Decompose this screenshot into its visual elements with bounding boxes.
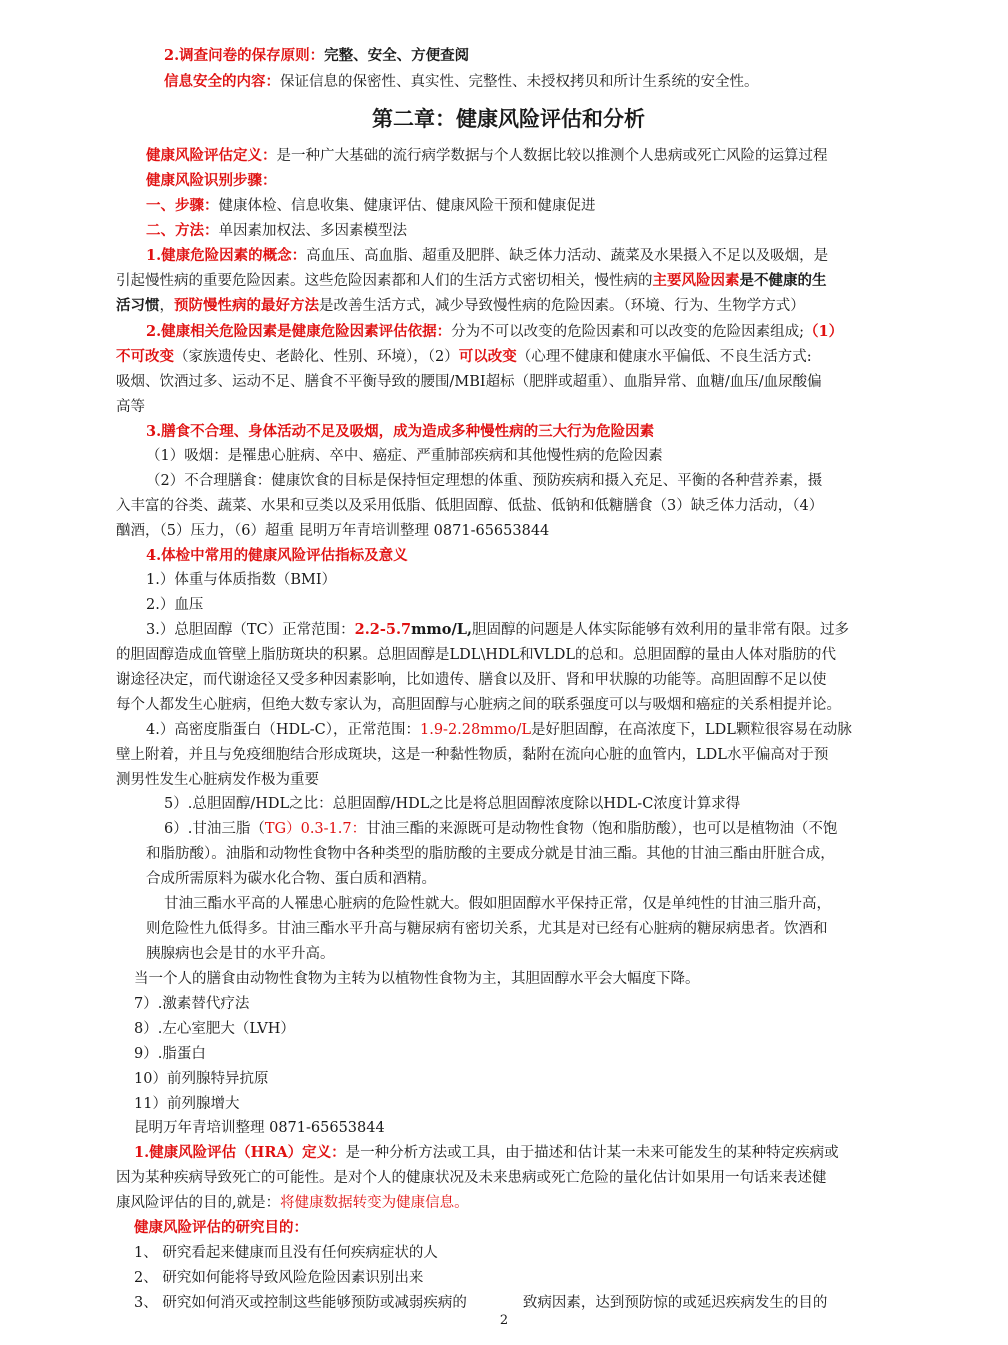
list-item-hormone-therapy: 7）.激素替代疗法 — [134, 996, 250, 1012]
para-line: 康风险评估的目的,就是：将健康数据转变为健康信息。 — [116, 1195, 469, 1211]
list-item-lipoprotein: 9）.脂蛋白 — [134, 1046, 206, 1062]
para-risk-factor-concept: 1.健康危险因素的概念：高血压、高血脂、超重及肥胖、缺乏体力活动、蔬菜及水果摄入不足以及吸烟，是 — [146, 247, 829, 264]
para-line: 则危险性九低得多。甘油三酯水平升高与糖尿病有密切关系，尤其是对已经有心脏病的糖尿病患者。饮酒和 — [146, 921, 828, 937]
list-item-blood-pressure: 2.）血压 — [146, 597, 204, 613]
chapter-title: 第二章：健康风险评估和分析 — [372, 107, 645, 131]
list-item-psa: 10）前列腺特异抗原 — [134, 1071, 269, 1087]
para-line: 入丰富的谷类、蔬菜、水果和豆类以及采用低脂、低胆固醇、低盐、低钠和低糖膳食（3）缺乏体力活动，（4） — [116, 498, 824, 514]
line-diet-cholesterol: 当一个人的膳食由动物性食物为主转为以植物性食物为主，其胆固醇水平会大幅度下降。 — [134, 971, 700, 987]
para-line: 酗酒，（5）压力，（6）超重 昆明万年青培训整理 0871-65653844 — [116, 523, 550, 539]
line-smoking: （1）吸烟：是罹患心脏病、卒中、癌症、严重肺部疾病和其他慢性病的危险因素 — [146, 448, 663, 464]
para-line: 的胆固醇造成血管壁上脂肪斑块的积累。总胆固醇是LDL\HDL和VLDL的总和。总胆固醇的量由人体对脂肪的代 — [116, 647, 837, 663]
line-info-security: 信息安全的内容：保证信息的保密性、真实性、完整性、未授权拷贝和所计生系统的安全性。 — [164, 73, 759, 90]
para-line: 吸烟、饮酒过多、运动不足、膳食不平衡导致的腰围/MBI超标（肥胖或超重）、血脂异常、血糖/血压/血尿酸偏 — [116, 374, 822, 390]
list-item-hdl: 4.）高密度脂蛋白（HDL-C），正常范围：1.9-2.28mmo/L是好胆固醇，在高浓度下，LDL颗粒很容易在动脉 — [146, 722, 852, 738]
para-line: 合成所需原料为碳水化合物、蛋白质和酒精。 — [146, 871, 436, 887]
para-line: 谢途径决定，而代谢途径又受多种因素影响，比如遗传、膳食以及肝、肾和甲状腺的功能等。高胆固醇不足以使 — [116, 672, 827, 688]
list-item-bmi: 1.）体重与体质指数（BMI） — [146, 572, 337, 588]
para-line: 和脂肪酸）。油脂和动物性食物中各种类型的脂肪酸的主要成分就是甘油三酯。其他的甘油三酯由肝脏合成， — [146, 846, 835, 862]
para-line: 壁上附着，并且与免疫细胞结合形成斑块，这是一种黏性物质，黏附在流向心脏的血管内，LDL水平偏高对于预 — [116, 747, 829, 763]
para-diet: （2）不合理膳食：健康饮食的目标是保持恒定理想的体重、预防疾病和摄入充足、平衡的各种营养素，摄 — [146, 473, 823, 489]
list-item-purpose-1: 1、 研究看起来健康而且没有任何疾病症状的人 — [134, 1245, 438, 1261]
para-related-risk-factors: 2.健康相关危险因素是健康危险因素评估依据：分为不可以改变的危险因素和可以改变的危险因素组成;（1） — [146, 323, 844, 340]
list-item-purpose-2: 2、 研究如何能将导致风险危险因素识别出来 — [134, 1270, 424, 1286]
para-line: 测男性发生心脏病发作极为重要 — [116, 772, 319, 788]
line-steps: 一、步骤：健康体检、信息收集、健康评估、健康风险干预和健康促进 — [146, 197, 596, 214]
list-item-triglyceride: 6）.甘油三脂（TG）0.3-1.7：甘油三酯的来源既可是动物性食物（饱和脂肪酸），也可以是植物油（不饱 — [164, 821, 838, 837]
para-line: 活习惯，预防慢性病的最好方法是改善生活方式，减少导致慢性病的危险因素。（环境、行为、生物学方式） — [116, 297, 805, 314]
line-hra-definition: 健康风险评估定义：是一种广大基础的流行病学数据与个人数据比较以推测个人患病或死亡风险的运算过程 — [146, 147, 828, 164]
list-item-prostate: 11）前列腺增大 — [134, 1096, 240, 1112]
list-item-total-cholesterol: 3.）总胆固醇（TC）正常范围：2.2-5.7mmo/L,胆固醇的问题是人体实际能够有效利用的量非常有限。过多 — [146, 621, 849, 638]
para-line: 引起慢性病的重要危险因素。这些危险因素都和人们的生活方式密切相关，慢性病的主要风险因素是不健康的生 — [116, 272, 827, 289]
heading-assessment-indicators: 4.体检中常用的健康风险评估指标及意义 — [146, 547, 408, 564]
para-hra-definition: 1.健康风险评估（HRA）定义：是一种分析方法或工具，由于描述和估计某一未来可能发生的某种特定疾病或 — [134, 1144, 839, 1161]
list-item-purpose-3: 3、 研究如何消灭或控制这些能够预防或减弱疾病的 致病因素，达到预防惊的或延迟疾病发生的目的 — [134, 1295, 828, 1311]
para-line: 高等 — [116, 399, 145, 415]
para-line: 不可改变（家族遗传史、老龄化、性别、环境），（2）可以改变（心理不健康和健康水平偏低、不良生活方式: — [116, 348, 812, 365]
list-item-tc-hdl-ratio: 5）.总胆固醇/HDL之比：总胆固醇/HDL之比是将总胆固醇浓度除以HDL-C浓度计算求得 — [164, 796, 741, 812]
page-number: 2 — [499, 1313, 509, 1328]
para-line: 胰腺病也会是甘的水平升高。 — [146, 946, 335, 962]
para-line: 因为某种疾病导致死亡的可能性。是对个人的健康状况及未来患病或死亡危险的量化估计如果用一句话来表述健 — [116, 1170, 827, 1186]
heading-risk-identification-steps: 健康风险识别步骤： — [146, 172, 277, 189]
heading-three-behavior-risks: 3.膳食不合理、身体活动不足及吸烟，成为造成多种慢性病的三大行为危险因素 — [146, 423, 655, 440]
list-item-lvh: 8）.左心室肥大（LVH） — [134, 1021, 295, 1037]
line-methods: 二、方法：单因素加权法、多因素模型法 — [146, 222, 407, 239]
line-contact: 昆明万年青培训整理 0871-65653844 — [134, 1120, 385, 1136]
line-questionnaire-principle: 2.调查问卷的保存原则：完整、安全、方便查阅 — [164, 47, 470, 64]
para-line: 每个人都发生心脏病，但绝大数专家认为，高胆固醇与心脏病之间的联系强度可以与吸烟和癌症的关系相提并论。 — [116, 697, 841, 713]
heading-research-purpose: 健康风险评估的研究目的： — [134, 1219, 308, 1236]
para-triglyceride-risk: 甘油三酯水平高的人罹患心脏病的危险性就大。假如胆固醇水平保持正常，仅是单纯性的甘油三脂升高， — [164, 896, 831, 912]
